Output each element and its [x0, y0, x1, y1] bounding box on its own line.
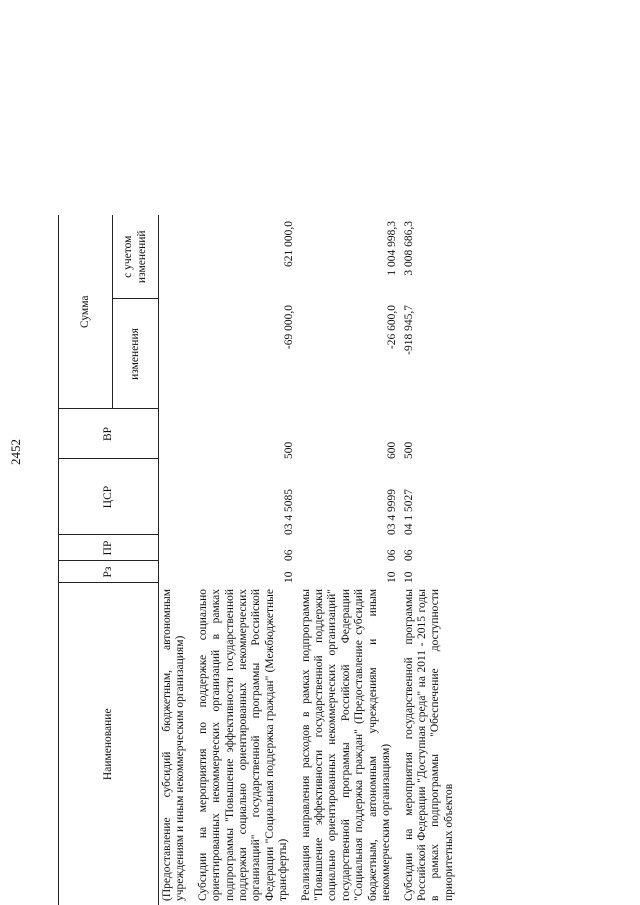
- header-sum: Сумма: [59, 215, 113, 409]
- table-row: [194, 215, 297, 905]
- row-csr: [159, 459, 194, 535]
- row-rz: 10: [386, 571, 399, 583]
- budget-table: [58, 215, 462, 905]
- header-change: изменения: [113, 299, 159, 409]
- row-name: (Предоставление субсидий бюджетным, автономным учреждениям и иным некоммерческим организациям): [161, 589, 187, 901]
- row-vr: 600: [386, 441, 399, 459]
- header-with-changes: с учетом изменений: [113, 215, 159, 299]
- header-rz: Рз: [59, 561, 159, 583]
- row-change: -69 000,0: [283, 305, 296, 350]
- row-with-changes: [159, 215, 194, 299]
- table-row: [400, 215, 463, 905]
- header-name: Наименование: [59, 583, 159, 905]
- row-name: Субсидии на мероприятия государственной программы Российской Федерации "Доступная среда" на 2011 - 2015 годы в рамках подпрограммы "Обеспечение доступности приоритетных объектов: [402, 589, 455, 901]
- row-with-changes: 1 004 998,3: [386, 221, 399, 276]
- row-pr: [159, 535, 194, 561]
- row-change: [159, 299, 194, 409]
- header-csr: ЦСР: [59, 459, 159, 535]
- row-pr: 06: [402, 549, 415, 561]
- table-row: [159, 215, 194, 905]
- row-vr: 500: [283, 441, 296, 459]
- row-vr: [159, 409, 194, 459]
- table-row: [297, 215, 400, 905]
- row-csr: 03 4 9999: [386, 489, 399, 535]
- row-name: Реализация направления расходов в рамках подпрограммы "Повышение эффективности государственной поддержки социально ориентированных некоммерческих организаций" государственной программы Российской Федерации "Социальная поддержка граждан" (Предоставление субсидий бюджетным, автономным учреждениям и иным некоммерческим организациям): [299, 589, 393, 901]
- row-csr: 03 4 5085: [283, 489, 296, 535]
- row-with-changes: 3 008 686,3: [402, 221, 415, 276]
- row-change: -918 945,7: [402, 305, 415, 355]
- header-pr: ПР: [59, 535, 159, 561]
- row-rz: [159, 561, 194, 583]
- row-with-changes: 621 000,0: [283, 221, 296, 267]
- header-vr: ВР: [59, 409, 159, 459]
- row-name: Субсидии на мероприятия по поддержке социально ориентированных некоммерческих организаций в рамках подпрограммы "Повышение эффективности государственной поддержки социально ориентированных некоммерческих организаций" государственной программы Российской Федерации "Социальная поддержка граждан" (Межбюджетные трансферты): [196, 589, 290, 901]
- row-rz: 10: [283, 571, 296, 583]
- row-change: -26 600,0: [386, 305, 399, 350]
- row-csr: 04 1 5027: [402, 489, 415, 535]
- row-rz: 10: [402, 571, 415, 583]
- page-number: 2452: [8, 439, 23, 465]
- row-vr: 500: [402, 441, 415, 459]
- row-pr: 06: [386, 549, 399, 561]
- row-pr: 06: [283, 549, 296, 561]
